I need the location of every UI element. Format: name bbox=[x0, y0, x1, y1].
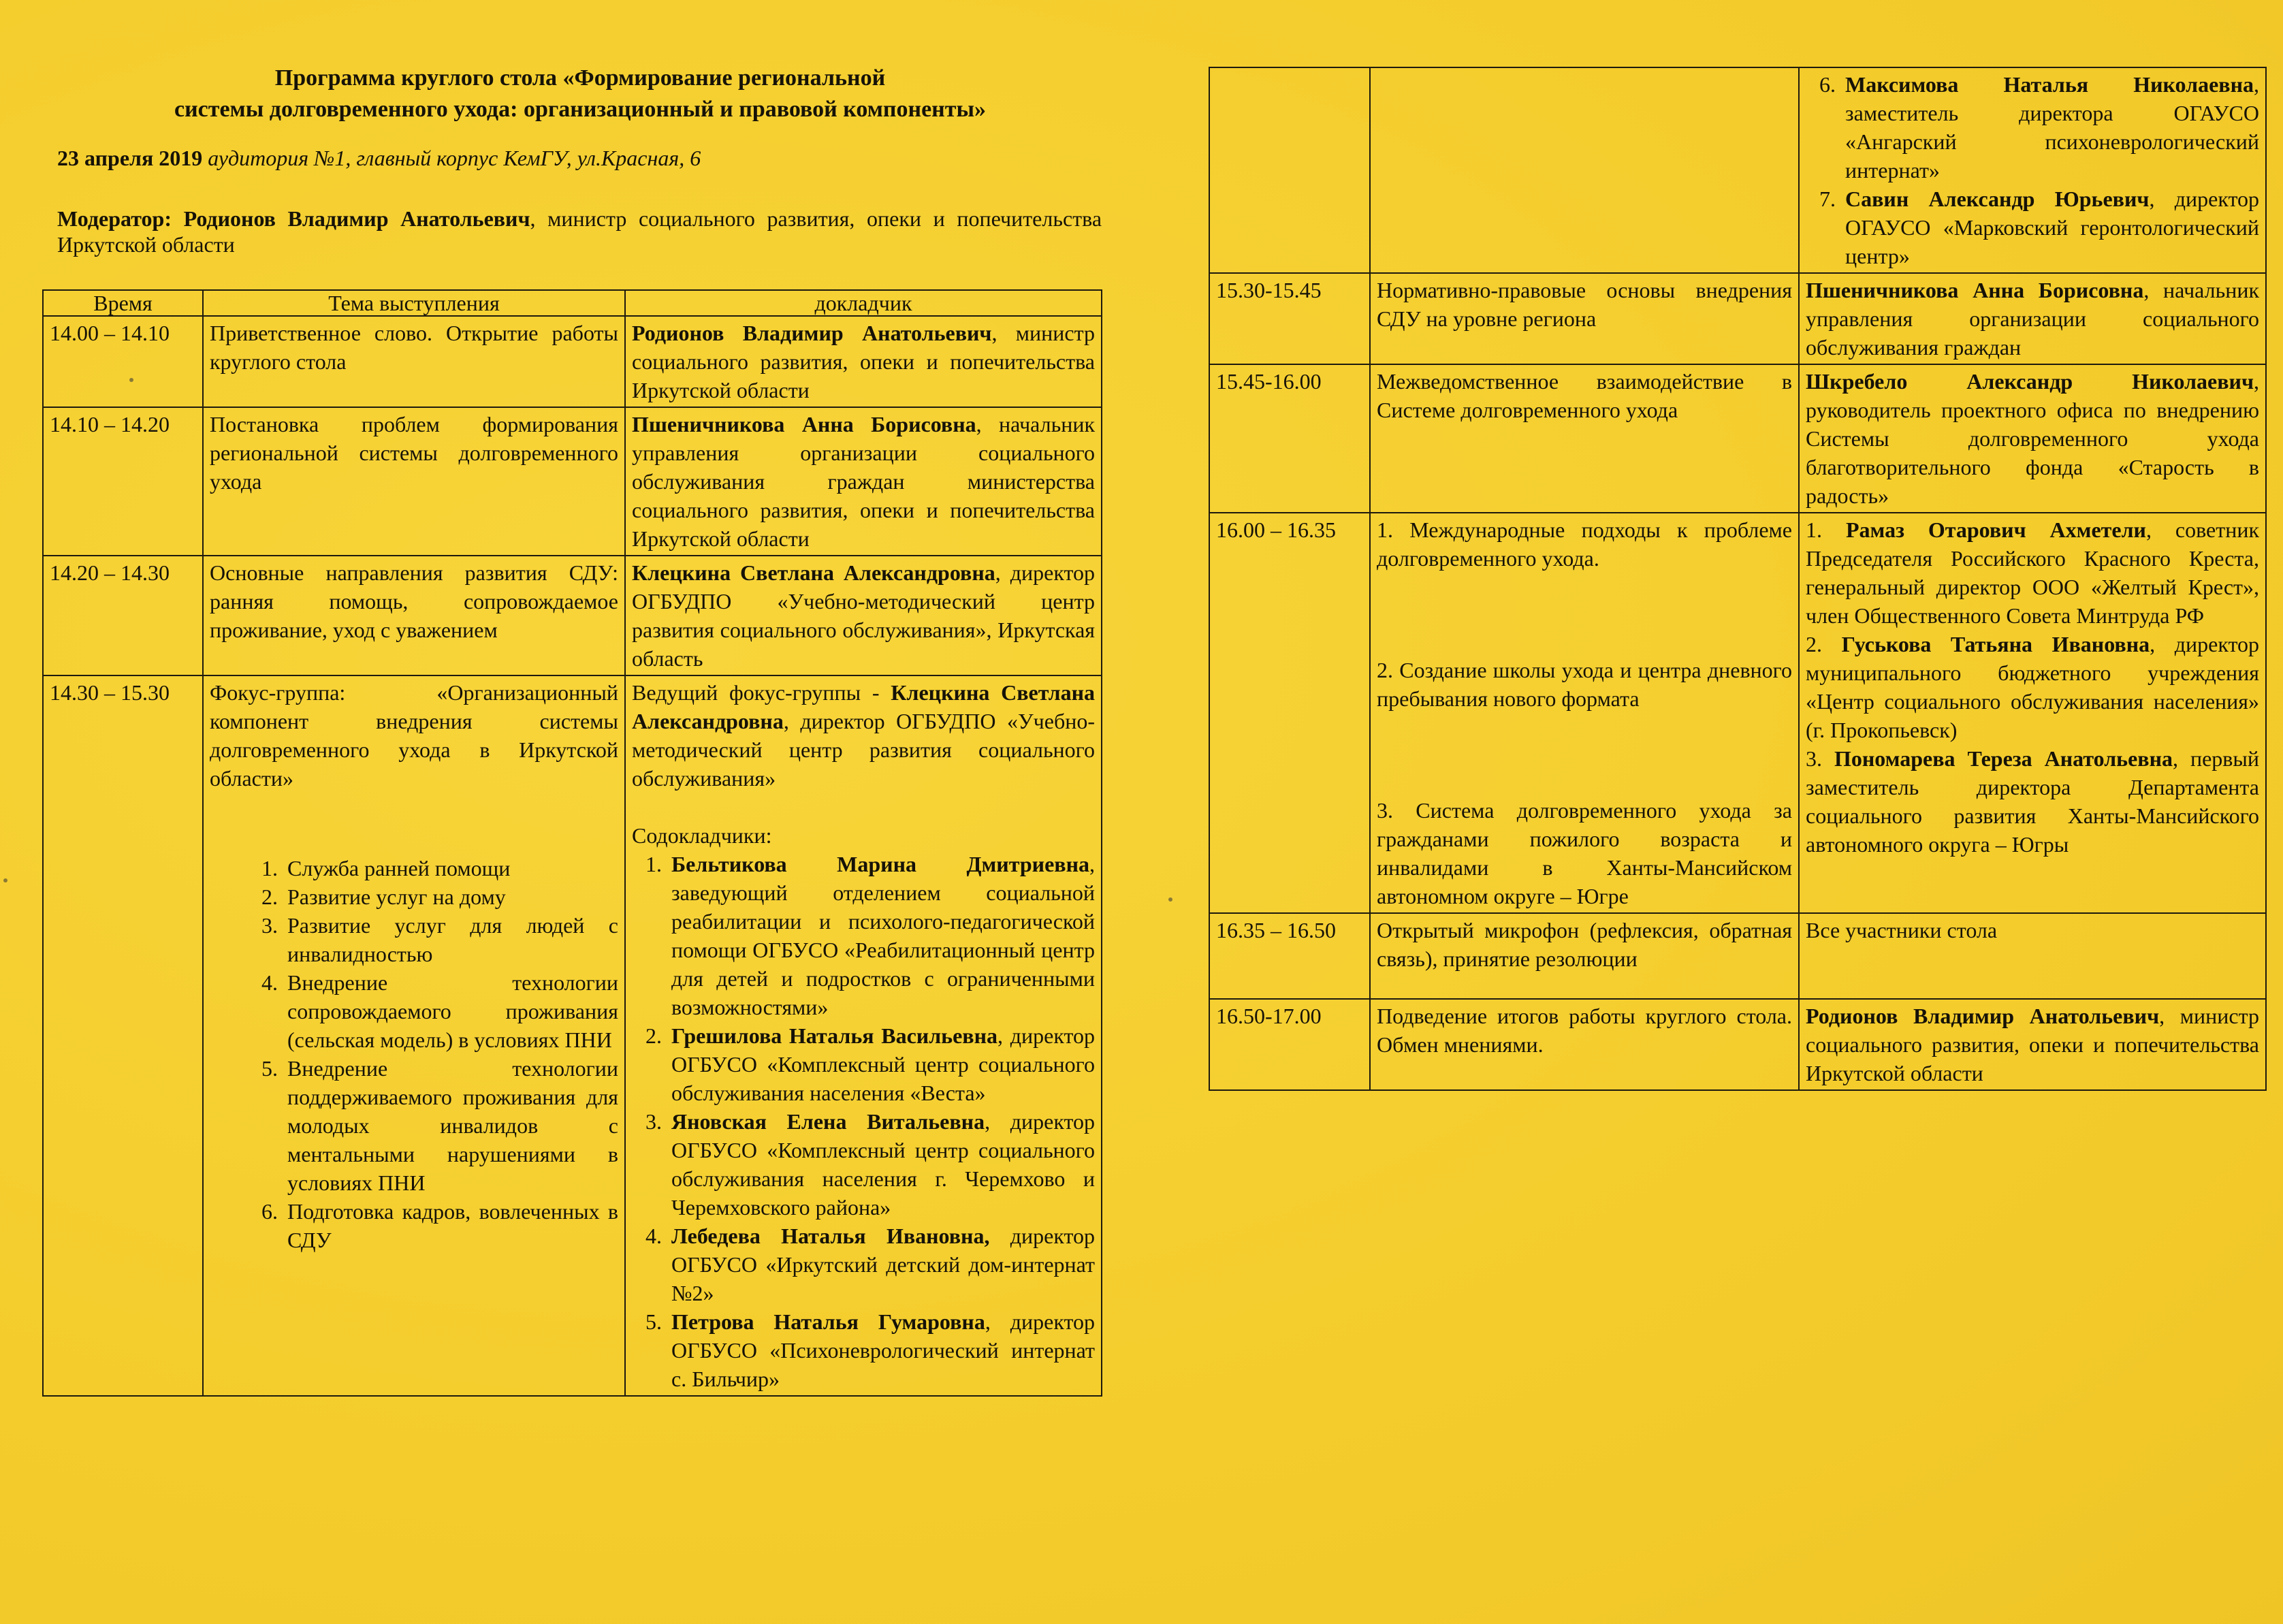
lead-prefix: Ведущий фокус-группы - bbox=[632, 680, 880, 705]
list-item bbox=[667, 1307, 1095, 1393]
sub-topic: 2. Создание школы ухода и центра дневного пребывания нового формата bbox=[1377, 658, 1792, 711]
list-item bbox=[1841, 70, 2259, 185]
row-time: 16.50-17.00 bbox=[1209, 999, 1370, 1090]
lead-speaker bbox=[632, 678, 1095, 793]
row-time: 16.35 – 16.50 bbox=[1209, 913, 1370, 999]
row-speaker bbox=[625, 675, 1102, 1396]
sub-speaker-name: Пономарева Тереза Анатольевна bbox=[1834, 746, 2173, 771]
co-speaker-name: Яновская Елена Витальевна bbox=[671, 1109, 985, 1134]
header-speaker: докладчик bbox=[625, 290, 1102, 316]
row-time: 14.10 – 14.20 bbox=[43, 407, 203, 556]
co-speakers-label: Содокладчики: bbox=[632, 823, 772, 848]
sub-topic: 1. Международные подходы к проблеме долговременного ухода. bbox=[1377, 518, 1792, 571]
list-item: 2. Развитие услуг на дому bbox=[283, 882, 618, 911]
row-topic: Основные направления развития СДУ: ранняя помощь, сопровождаемое проживание, уход с уважением bbox=[203, 556, 625, 675]
speaker-name: Клецкина Светлана Александровна bbox=[632, 560, 995, 585]
row-speaker bbox=[625, 556, 1102, 675]
co-speakers-list-continued bbox=[1806, 70, 2259, 270]
speaker-role: , директор ОГБУДПО «Учебно-методический центр развития социального обслуживания», Иркутская область bbox=[632, 560, 1096, 671]
co-speaker-role: директор ОГБУСО «Иркутский детский дом-интернат №2» bbox=[671, 1224, 1096, 1305]
list-item: 5. Внедрение технологии поддерживаемого проживания для молодых инвалидов с ментальными нарушениями в условиях ПНИ bbox=[283, 1054, 618, 1197]
row-time bbox=[1209, 67, 1370, 273]
row-speaker: Все участники стола bbox=[1799, 913, 2266, 999]
list-item bbox=[667, 1021, 1095, 1107]
header-time: Время bbox=[43, 290, 203, 316]
sub-speaker-num: 2. bbox=[1806, 632, 1822, 656]
row-speaker bbox=[1799, 999, 2266, 1090]
sub-speaker-num: 1. bbox=[1806, 518, 1822, 542]
table-row-continued bbox=[1209, 67, 2266, 273]
sub-speaker-role: , директор муниципального бюджетного учреждения «Центр социального обслуживания населения» (г. Прокопьевск) bbox=[1806, 632, 2260, 742]
table-row bbox=[1209, 513, 2266, 913]
row-topic bbox=[203, 675, 625, 1396]
schedule-table-right bbox=[1209, 67, 2267, 1091]
co-speaker-name: Бельтикова Марина Дмитриевна bbox=[671, 852, 1089, 876]
list-item bbox=[667, 1222, 1095, 1307]
co-speakers-list bbox=[632, 850, 1095, 1393]
table-header-row bbox=[43, 290, 1102, 316]
table-row bbox=[1209, 273, 2266, 364]
table-row bbox=[43, 407, 1102, 556]
row-topic: Постановка проблем формирования региональной системы долговременного ухода bbox=[203, 407, 625, 556]
table-row bbox=[43, 556, 1102, 675]
event-date: 23 апреля 2019 bbox=[57, 146, 203, 170]
speaker-name: Шкребело Александр Николаевич bbox=[1806, 369, 2254, 394]
moderator-label: Модератор: bbox=[57, 206, 172, 231]
co-speaker-role: , директор ОГБУСО «Комплексный центр социального обслуживания населения г. Черемхово и Черемховского района» bbox=[671, 1109, 1096, 1220]
table-row bbox=[1209, 364, 2266, 513]
speaker-role: , министр социального развития, опеки и попечительства Иркутской области bbox=[1806, 1004, 2260, 1085]
title-line-1: Программа круглого стола «Формирование региональной bbox=[274, 65, 886, 91]
scan-speck bbox=[129, 378, 133, 382]
row-topic: Открытый микрофон (рефлексия, обратная связь), принятие резолюции bbox=[1370, 913, 1799, 999]
list-item: 4. Внедрение технологии сопровождаемого проживания (сельская модель) в условиях ПНИ bbox=[283, 968, 618, 1054]
table-row bbox=[43, 316, 1102, 407]
focus-group-title: Фокус-группа: «Организационный компонент внедрения системы долговременного ухода в Иркутской области» bbox=[210, 680, 618, 791]
moderator-role: , министр социального развития, опеки и попечительства Иркутской области bbox=[57, 206, 1102, 257]
row-time: 14.30 – 15.30 bbox=[43, 675, 203, 1396]
speaker-name: Родионов Владимир Анатольевич bbox=[1806, 1004, 2160, 1028]
date-venue bbox=[57, 146, 701, 171]
speaker-role: , руководитель проектного офиса по внедрению Системы долговременного ухода благотворительного фонда «Старость в радость» bbox=[1806, 369, 2259, 508]
scan-speck bbox=[3, 878, 7, 882]
row-time: 15.45-16.00 bbox=[1209, 364, 1370, 513]
row-topic bbox=[1370, 513, 1799, 913]
table-row bbox=[1209, 999, 2266, 1090]
list-item: 6. Подготовка кадров, вовлеченных в СДУ bbox=[283, 1197, 618, 1254]
row-topic: Нормативно-правовые основы внедрения СДУ на уровне региона bbox=[1370, 273, 1799, 364]
co-speaker-role: , заместитель директора ОГАУСО «Ангарский психоневрологический интернат» bbox=[1845, 72, 2259, 182]
list-item bbox=[667, 850, 1095, 1021]
lead-name: Клецкина Светлана Александровна bbox=[632, 680, 1096, 733]
row-speaker bbox=[625, 407, 1102, 556]
table-row bbox=[1209, 913, 2266, 999]
speaker-role: , начальник управления организации социального обслуживания граждан bbox=[1806, 278, 2259, 360]
co-speaker-role: , директор ОГБУСО «Психоневрологический интернат с. Бильчир» bbox=[671, 1309, 1096, 1391]
co-speaker-name: Максимова Наталья Николаевна bbox=[1845, 72, 2254, 97]
row-speaker bbox=[625, 316, 1102, 407]
sub-speaker-num: 3. bbox=[1806, 746, 1822, 771]
title-line-2: системы долговременного ухода: организационный и правовой компоненты» bbox=[174, 97, 986, 122]
co-speaker-role: , директор ОГБУСО «Комплексный центр социального обслуживания населения «Веста» bbox=[671, 1023, 1096, 1105]
row-time: 16.00 – 16.35 bbox=[1209, 513, 1370, 913]
co-speaker-name: Петрова Наталья Гумаровна bbox=[671, 1309, 985, 1334]
sub-speaker bbox=[1806, 630, 2259, 744]
event-venue: аудитория №1, главный корпус КемГУ, ул.Красная, 6 bbox=[208, 146, 701, 170]
sub-speaker bbox=[1806, 744, 2259, 859]
scan-speck bbox=[1168, 897, 1172, 902]
speaker-role: , министр социального развития, опеки и попечительства Иркутской области bbox=[632, 321, 1095, 402]
sub-topic: 3. Система долговременного ухода за гражданами пожилого возраста и инвалидами в Ханты-Мансийском автономном округе – Югре bbox=[1377, 798, 1792, 908]
list-item bbox=[1841, 185, 2259, 270]
speaker-name: Родионов Владимир Анатольевич bbox=[632, 321, 992, 345]
list-item: 1. Служба ранней помощи bbox=[283, 854, 618, 882]
row-speaker bbox=[1799, 273, 2266, 364]
sub-speaker-name: Гуськова Татьяна Ивановна bbox=[1841, 632, 2150, 656]
co-speaker-role: , директор ОГАУСО «Марковский геронтологический центр» bbox=[1845, 187, 2259, 268]
row-topic: Подведение итогов работы круглого стола. Обмен мнениями. bbox=[1370, 999, 1799, 1090]
table-row bbox=[43, 675, 1102, 1396]
row-time: 15.30-15.45 bbox=[1209, 273, 1370, 364]
sub-speaker bbox=[1806, 515, 2259, 630]
list-item: 3. Развитие услуг для людей с инвалидностью bbox=[283, 911, 618, 968]
sub-speaker-role: , советник Председателя Российского Красного Креста, генеральный директор ООО «Желтый Крест», член Общественного Совета Минтруда РФ bbox=[1806, 518, 2260, 628]
row-topic: Приветственное слово. Открытие работы круглого стола bbox=[203, 316, 625, 407]
moderator-line bbox=[57, 206, 1102, 257]
row-topic: Межведомственное взаимодействие в Системе долговременного ухода bbox=[1370, 364, 1799, 513]
speaker-name: Пшеничникова Анна Борисовна bbox=[632, 412, 976, 436]
program-title bbox=[60, 63, 1100, 125]
row-time: 14.20 – 14.30 bbox=[43, 556, 203, 675]
sub-speaker-role: , первый заместитель директора Департамента социального развития Ханты-Мансийского автономного округа – Югры bbox=[1806, 746, 2260, 857]
co-speaker-name: Савин Александр Юрьевич bbox=[1845, 187, 2150, 211]
list-item bbox=[667, 1107, 1095, 1222]
co-speaker-role: , заведующий отделением социальной реабилитации и психолого-педагогической помощи ОГБУСО «Реабилитационный центр для детей и подростков с ограниченными возможностями» bbox=[671, 852, 1095, 1019]
row-topic bbox=[1370, 67, 1799, 273]
sub-speaker-name: Рамаз Отарович Ахметели bbox=[1845, 518, 2146, 542]
row-speaker bbox=[1799, 364, 2266, 513]
lead-role: , директор ОГБУДПО «Учебно-методический центр развития социального обслуживания» bbox=[632, 709, 1095, 791]
row-time: 14.00 – 14.10 bbox=[43, 316, 203, 407]
speaker-name: Пшеничникова Анна Борисовна bbox=[1806, 278, 2144, 302]
row-speaker bbox=[1799, 67, 2266, 273]
moderator-name: Родионов Владимир Анатольевич bbox=[183, 206, 530, 231]
schedule-table-left bbox=[42, 289, 1102, 1397]
header-topic: Тема выступления bbox=[203, 290, 625, 316]
co-speaker-name: Грешилова Наталья Васильевна bbox=[671, 1023, 998, 1048]
co-speaker-name: Лебедева Наталья Ивановна, bbox=[671, 1224, 990, 1248]
speaker-role: , начальник управления организации социального обслуживания граждан министерства социального развития, опеки и попечительства Иркутской области bbox=[632, 412, 1096, 551]
row-speaker bbox=[1799, 513, 2266, 913]
focus-group-items bbox=[210, 854, 618, 1254]
